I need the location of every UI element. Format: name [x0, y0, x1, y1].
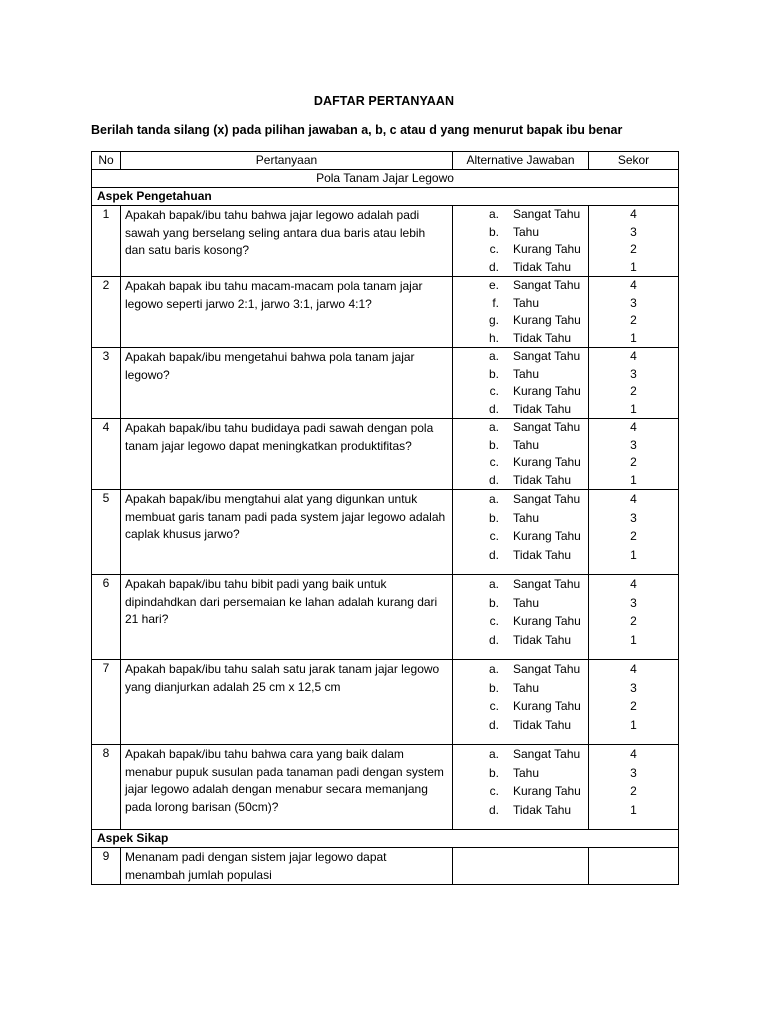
answer-option[interactable]: [453, 745, 584, 764]
option-letter: c.: [489, 614, 499, 628]
question-text: Apakah bapak ibu tahu macam-macam pola tanam jajar legowo seperti jarwo 2:1, jarwo 3:1, jarwo 4:1?: [121, 277, 453, 348]
option-label: Kurang Tahu: [513, 242, 581, 256]
option-letter: b.: [488, 224, 499, 239]
question-text: Apakah bapak/ibu mengetahui bahwa pola tanam jajar legowo?: [121, 348, 453, 419]
answer-option[interactable]: [453, 312, 584, 330]
option-letter: e.: [488, 278, 499, 292]
table-row: [92, 848, 679, 885]
score-value: 4: [630, 278, 637, 292]
option-label: Tahu: [513, 366, 540, 381]
option-letter: d.: [488, 547, 499, 562]
answer-option[interactable]: [453, 509, 584, 528]
table-row: [92, 490, 679, 575]
option-label: Tidak Tahu: [513, 259, 572, 274]
option-label: Kurang Tahu: [513, 384, 581, 398]
answer-option[interactable]: [453, 206, 584, 224]
question-text: Apakah bapak/ibu tahu bahwa cara yang baik dalam menabur pupuk susulan pada tanaman padi dengan system jajar legowo adalah dengan menabur secara memanjang pada lorong barisan (50cm)?: [121, 745, 453, 830]
answer-option[interactable]: [453, 546, 584, 565]
answer-options: [453, 277, 589, 348]
score-value: 1: [630, 330, 637, 345]
section-row: [92, 188, 679, 206]
answer-option[interactable]: [453, 594, 584, 613]
score-value: 4: [630, 349, 637, 363]
score-values: [589, 277, 679, 348]
table-row: [92, 348, 679, 419]
answer-option[interactable]: [453, 801, 584, 820]
option-letter: h.: [488, 330, 499, 345]
option-letter: c.: [489, 242, 499, 256]
option-label: Tidak Tahu: [513, 330, 572, 345]
score-value: 2: [630, 455, 637, 469]
answer-option[interactable]: [453, 782, 584, 801]
answer-option[interactable]: [453, 527, 584, 546]
option-label: Tahu: [513, 510, 540, 525]
option-label: Sangat Tahu: [513, 492, 581, 506]
question-number: 6: [92, 575, 121, 660]
option-label: Sangat Tahu: [513, 577, 581, 591]
answer-option[interactable]: [453, 612, 584, 631]
option-letter: c.: [489, 699, 499, 713]
option-label: Tahu: [513, 680, 540, 695]
table-row: [92, 575, 679, 660]
option-letter: d.: [488, 717, 499, 732]
option-label: Kurang Tahu: [513, 313, 581, 327]
header-answers: Alternative Jawaban: [453, 152, 589, 170]
answer-option[interactable]: [453, 224, 584, 242]
score-value: 3: [630, 680, 637, 695]
table-row: [92, 660, 679, 745]
question-rows: [92, 206, 679, 830]
question-text: Apakah bapak/ibu tahu bibit padi yang baik untuk dipindahdkan dari persemaian ke lahan adalah kurang dari 21 hari?: [121, 575, 453, 660]
option-label: Tahu: [513, 437, 540, 452]
score-value: 3: [630, 595, 637, 610]
option-letter: a.: [488, 662, 499, 676]
option-letter: b.: [488, 680, 499, 695]
header-question: Pertanyaan: [121, 152, 453, 170]
option-label: Kurang Tahu: [513, 529, 581, 543]
answer-option[interactable]: [453, 472, 584, 490]
answer-option[interactable]: [453, 383, 584, 401]
score-value: 4: [630, 420, 637, 434]
question-number: 9: [92, 848, 121, 885]
score-value: 3: [630, 366, 637, 381]
header-row: [92, 152, 679, 170]
answer-options: [453, 575, 589, 660]
answer-option[interactable]: [453, 697, 584, 716]
question-number: 3: [92, 348, 121, 419]
option-letter: a.: [488, 349, 499, 363]
question-text: Apakah bapak/ibu mengtahui alat yang digunkan untuk membuat garis tanam padi pada system jajar legowo adalah caplak khusus jarwo?: [121, 490, 453, 575]
score-value: 2: [630, 699, 637, 713]
score-values: [589, 206, 679, 277]
score-values: [589, 745, 679, 830]
score-value: 1: [630, 717, 637, 732]
question-number: 2: [92, 277, 121, 348]
answer-options: [453, 660, 589, 745]
option-label: Tidak Tahu: [513, 472, 572, 487]
answer-option[interactable]: [453, 575, 584, 594]
section-title-attitude: Aspek Sikap: [92, 830, 679, 848]
answer-option[interactable]: [453, 764, 584, 783]
score-value: 4: [630, 662, 637, 676]
option-label: Tahu: [513, 224, 540, 239]
answer-option[interactable]: [453, 277, 584, 295]
score-value: 4: [630, 492, 637, 506]
section-title-knowledge: Aspek Pengetahuan: [92, 188, 679, 206]
header-score: Sekor: [589, 152, 679, 170]
option-letter: b.: [488, 366, 499, 381]
option-letter: b.: [488, 765, 499, 780]
answer-option[interactable]: [453, 679, 584, 698]
option-label: Tidak Tahu: [513, 632, 572, 647]
option-label: Kurang Tahu: [513, 614, 581, 628]
answer-option[interactable]: [453, 490, 584, 509]
question-text: Apakah bapak/ibu tahu salah satu jarak tanam jajar legowo yang dianjurkan adalah 25 cm x 12,5 cm: [121, 660, 453, 745]
option-label: Sangat Tahu: [513, 207, 581, 221]
option-letter: a.: [488, 747, 499, 761]
question-number: 5: [92, 490, 121, 575]
score-value: 1: [630, 259, 637, 274]
option-label: Tidak Tahu: [513, 802, 572, 817]
header-no: No: [92, 152, 121, 170]
option-letter: b.: [488, 595, 499, 610]
answer-option[interactable]: [453, 716, 584, 735]
option-label: Sangat Tahu: [513, 420, 581, 434]
option-letter: c.: [489, 529, 499, 543]
option-label: Tahu: [513, 295, 540, 310]
option-letter: a.: [488, 492, 499, 506]
option-label: Kurang Tahu: [513, 699, 581, 713]
option-letter: f.: [492, 295, 499, 310]
answer-option[interactable]: [453, 631, 584, 650]
score-value: 3: [630, 295, 637, 310]
option-letter: a.: [488, 577, 499, 591]
option-letter: a.: [488, 420, 499, 434]
score-value: 3: [630, 510, 637, 525]
score-value: 1: [630, 401, 637, 416]
option-letter: c.: [489, 784, 499, 798]
answer-options: [453, 419, 589, 490]
option-letter: d.: [488, 472, 499, 487]
score-value: 3: [630, 437, 637, 452]
topic-title: Pola Tanam Jajar Legowo: [92, 170, 679, 188]
option-letter: b.: [488, 437, 499, 452]
question-text: Menanam padi dengan sistem jajar legowo dapat menambah jumlah populasi: [121, 848, 453, 885]
answer-option[interactable]: [453, 259, 584, 277]
answer-options: [453, 745, 589, 830]
score-value: 3: [630, 224, 637, 239]
score-value: 2: [630, 784, 637, 798]
question-number: 1: [92, 206, 121, 277]
question-text: Apakah bapak/ibu tahu budidaya padi sawah dengan pola tanam jajar legowo dapat meningkatkan produktifitas?: [121, 419, 453, 490]
score-values: [589, 575, 679, 660]
question-number: 4: [92, 419, 121, 490]
answer-options: [453, 490, 589, 575]
answer-option[interactable]: [453, 437, 584, 455]
option-letter: a.: [488, 207, 499, 221]
option-label: Kurang Tahu: [513, 784, 581, 798]
answer-option[interactable]: [453, 401, 584, 419]
score-value: 4: [630, 747, 637, 761]
table-row: [92, 419, 679, 490]
question-text: Apakah bapak/ibu tahu bahwa jajar legowo adalah padi sawah yang berselang seling antara dua baris atau lebih dan satu baris kosong?: [121, 206, 453, 277]
answer-option[interactable]: [453, 295, 584, 313]
instruction-text: Berilah tanda silang (x) pada pilihan jawaban a, b, c atau d yang menurut bapak ibu benar: [91, 123, 623, 137]
score-value: 2: [630, 614, 637, 628]
topic-row: [92, 170, 679, 188]
answer-options: [453, 206, 589, 277]
answer-options: [453, 348, 589, 419]
table-row: [92, 206, 679, 277]
score-cell: [589, 848, 679, 885]
score-values: [589, 419, 679, 490]
score-value: 1: [630, 802, 637, 817]
answer-cell: [453, 848, 589, 885]
option-label: Sangat Tahu: [513, 747, 581, 761]
option-letter: d.: [488, 259, 499, 274]
score-values: [589, 660, 679, 745]
answer-option[interactable]: [453, 330, 584, 348]
score-value: 2: [630, 529, 637, 543]
option-letter: c.: [489, 455, 499, 469]
option-letter: d.: [488, 802, 499, 817]
score-values: [589, 348, 679, 419]
table-row: [92, 745, 679, 830]
score-value: 4: [630, 577, 637, 591]
document-title: DAFTAR PERTANYAAN: [313, 94, 455, 108]
questionnaire-table: [91, 151, 679, 885]
option-label: Sangat Tahu: [513, 349, 581, 363]
option-letter: c.: [489, 384, 499, 398]
score-value: 1: [630, 472, 637, 487]
question-number: 8: [92, 745, 121, 830]
table-row: [92, 277, 679, 348]
score-value: 1: [630, 632, 637, 647]
option-label: Tahu: [513, 595, 540, 610]
option-label: Sangat Tahu: [513, 278, 581, 292]
option-label: Kurang Tahu: [513, 455, 581, 469]
option-letter: b.: [488, 510, 499, 525]
answer-option[interactable]: [453, 241, 584, 259]
option-letter: g.: [488, 313, 499, 327]
option-label: Tidak Tahu: [513, 401, 572, 416]
question-number: 7: [92, 660, 121, 745]
option-label: Sangat Tahu: [513, 662, 581, 676]
score-value: 4: [630, 207, 637, 221]
score-value: 2: [630, 384, 637, 398]
option-label: Tahu: [513, 765, 540, 780]
option-label: Tidak Tahu: [513, 717, 572, 732]
option-label: Tidak Tahu: [513, 547, 572, 562]
answer-option[interactable]: [453, 454, 584, 472]
answer-option[interactable]: [453, 419, 584, 437]
score-value: 1: [630, 547, 637, 562]
score-values: [589, 490, 679, 575]
answer-option[interactable]: [453, 348, 584, 366]
option-letter: d.: [488, 401, 499, 416]
section-row: [92, 830, 679, 848]
score-value: 3: [630, 765, 637, 780]
option-letter: d.: [488, 632, 499, 647]
score-value: 2: [630, 313, 637, 327]
answer-option[interactable]: [453, 366, 584, 384]
answer-option[interactable]: [453, 660, 584, 679]
score-value: 2: [630, 242, 637, 256]
